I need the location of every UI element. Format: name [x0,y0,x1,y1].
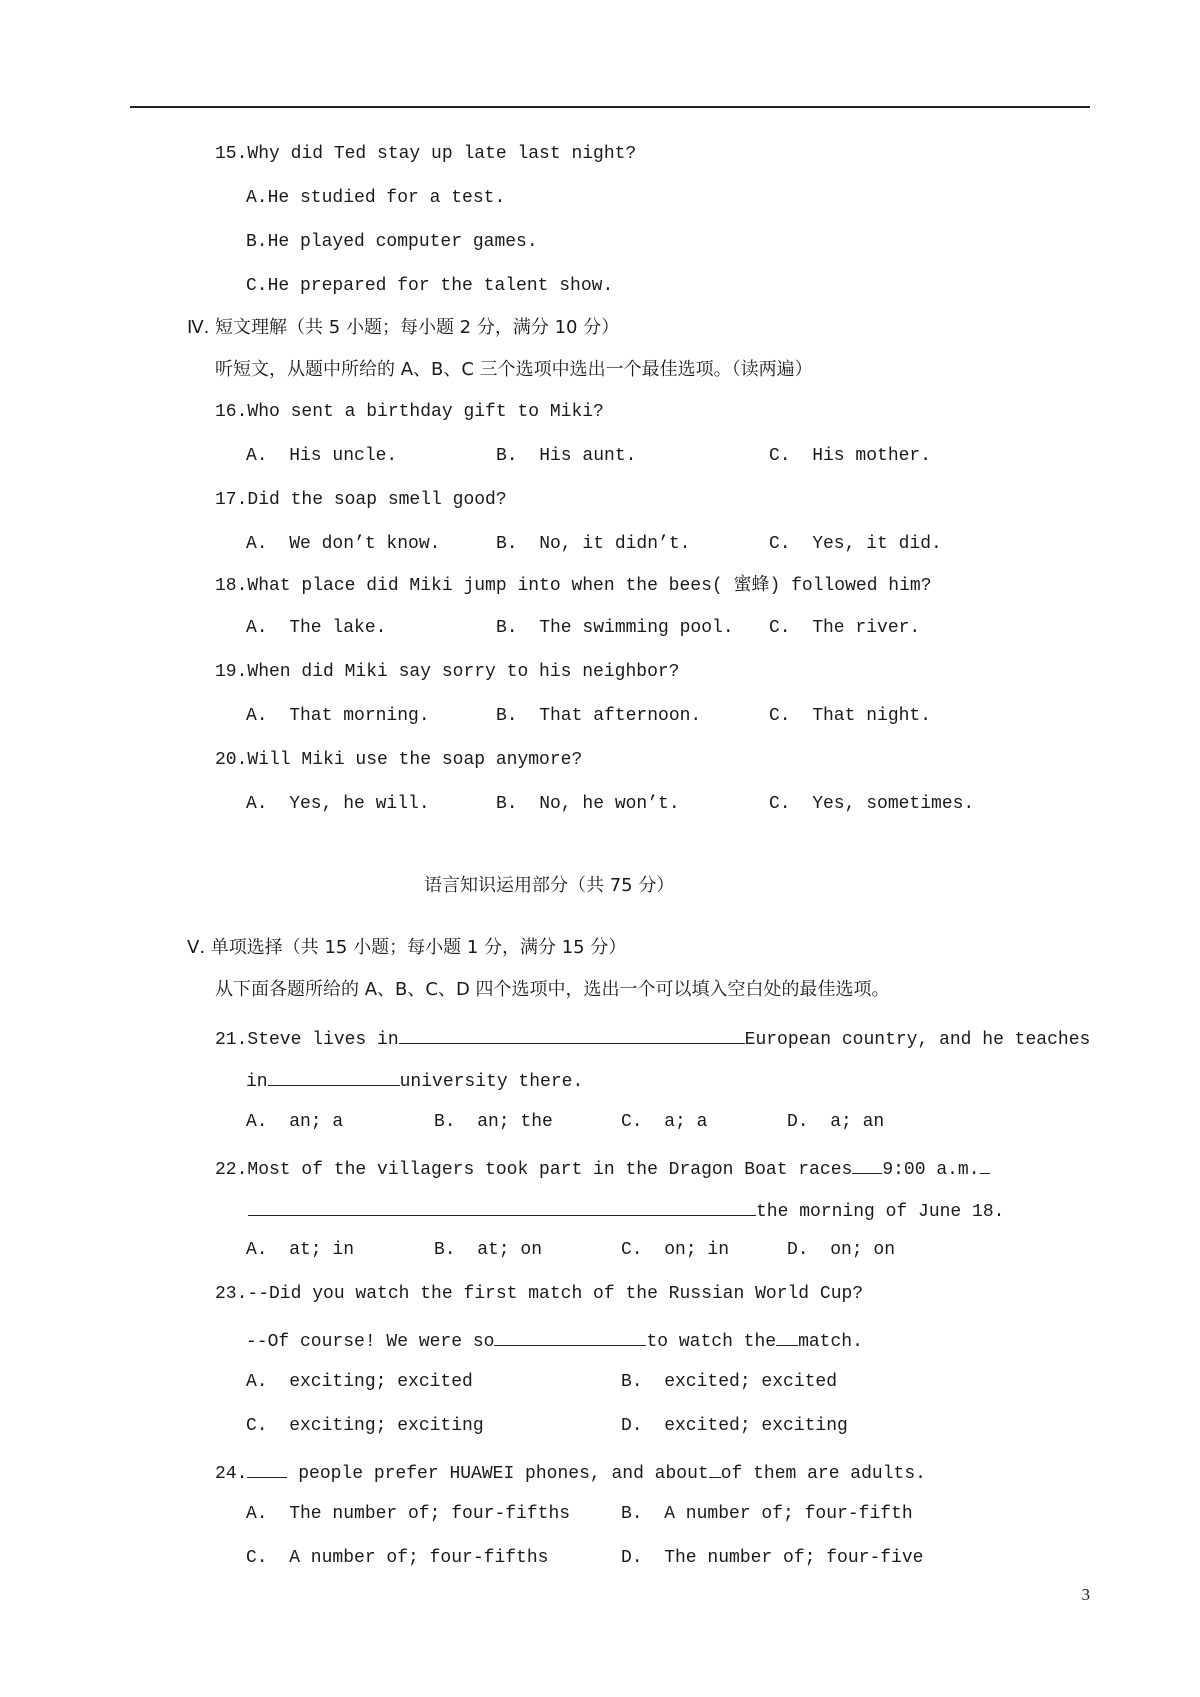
section5-instruction: 从下面各题所给的 A、B、C、D 四个选项中，选出一个可以填入空白处的最佳选项。 [215,979,890,1000]
section4-instruction: 听短文，从题中所给的 A、B、C 三个选项中选出一个最佳选项。（读两遍） [215,359,813,380]
q23-line-1: 23.--Did you watch the first match of the Russian World Cup? [215,1284,864,1304]
q23-reply-end: match. [798,1332,863,1352]
q21-stem-in: in [246,1072,268,1092]
q22-blank-2 [980,1155,990,1174]
q23-reply-start: --Of course! We were so [246,1332,495,1352]
q22-line-2 [248,1197,1005,1222]
q15-stem: 15.Why did Ted stay up late last night? [215,144,637,164]
q24-number: 24. [215,1464,248,1484]
q22-blank-3 [248,1197,756,1216]
q20-option-a: A. Yes, he will. [246,794,430,814]
q22-option-b: B. at; on [434,1240,543,1260]
q21-line-2 [246,1067,584,1092]
q22-stem-time: 9:00 a.m. [882,1160,980,1180]
q18-option-c: C. The river. [769,618,921,638]
q21-stem-start: 21.Steve lives in [215,1030,399,1050]
q23-line-2 [246,1327,863,1352]
q16-option-c: C. His mother. [769,446,932,466]
q24-blank-1 [247,1459,287,1478]
q16-option-b: B. His aunt. [496,446,637,466]
q24-option-a: A. The number of; four-fifths [246,1504,571,1524]
q21-option-b: B. an; the [434,1112,553,1132]
q22-line-1 [215,1155,990,1180]
q17-option-c: C. Yes, it did. [769,534,942,554]
q23-option-a: A. exciting; excited [246,1372,473,1392]
q18-option-a: A. The lake. [246,618,387,638]
q19-stem: 19.When did Miki say sorry to his neighbor? [215,662,680,682]
q23-option-c: C. exciting; exciting [246,1416,484,1436]
q15-option-b: B.He played computer games. [246,232,538,252]
q17-option-a: A. We don’t know. [246,534,441,554]
part-title: 语言知识运用部分（共 75 分） [424,875,675,896]
q16-option-a: A. His uncle. [246,446,398,466]
q20-option-b: B. No, he won’t. [496,794,680,814]
q22-option-d: D. on; on [787,1240,896,1260]
q21-stem-end: university there. [399,1072,584,1092]
q24-option-d: D. The number of; four-five [621,1548,924,1568]
q24-option-b: B. A number of; four-fifth [621,1504,913,1524]
q24-stem-mid: people prefer HUAWEI phones, and about [298,1464,709,1484]
section4-heading: Ⅳ. 短文理解（共 5 小题；每小题 2 分，满分 10 分） [187,317,620,338]
q21-option-c: C. a; a [621,1112,708,1132]
q23-blank-2 [776,1327,798,1346]
q21-blank-1 [399,1025,745,1044]
q19-option-a: A. That morning. [246,706,430,726]
q23-reply-mid: to watch the [646,1332,777,1352]
q17-option-b: B. No, it didn’t. [496,534,691,554]
q24-stem-end: of them are adults. [720,1464,926,1484]
q23-option-d: D. excited; exciting [621,1416,848,1436]
q21-blank-2 [268,1067,400,1086]
q24-option-c: C. A number of; four-fifths [246,1548,549,1568]
q15-option-c: C.He prepared for the talent show. [246,276,614,296]
q22-stem-start: 22.Most of the villagers took part in the Dragon Boat races [215,1160,853,1180]
q22-blank-1 [852,1155,882,1174]
q20-stem: 20.Will Miki use the soap anymore? [215,750,583,770]
q22-stem-end: the morning of June 18. [756,1202,1005,1222]
q16-stem: 16.Who sent a birthday gift to Miki? [215,402,604,422]
page-number: 3 [1081,1585,1090,1604]
header-rule [130,106,1090,108]
q21-option-a: A. an; a [246,1112,344,1132]
q19-option-b: B. That afternoon. [496,706,702,726]
q18-option-b: B. The swimming pool. [496,618,734,638]
q24-blank-2 [709,1459,721,1478]
q18-stem: 18.What place did Miki jump into when the bees( 蜜蜂) followed him? [215,576,932,596]
q21-line-1 [215,1025,1091,1050]
q17-stem: 17.Did the soap smell good? [215,490,507,510]
q20-option-c: C. Yes, sometimes. [769,794,975,814]
q19-option-c: C. That night. [769,706,932,726]
q22-option-c: C. on; in [621,1240,730,1260]
q21-stem-mid: European country, and he teaches [744,1030,1091,1050]
q23-blank-1 [494,1327,646,1346]
q24-line-1 [215,1459,926,1484]
q23-option-b: B. excited; excited [621,1372,838,1392]
section5-heading: Ⅴ. 单项选择（共 15 小题；每小题 1 分，满分 15 分） [187,937,627,958]
q22-option-a: A. at; in [246,1240,355,1260]
q15-option-a: A.He studied for a test. [246,188,506,208]
q21-option-d: D. a; an [787,1112,885,1132]
